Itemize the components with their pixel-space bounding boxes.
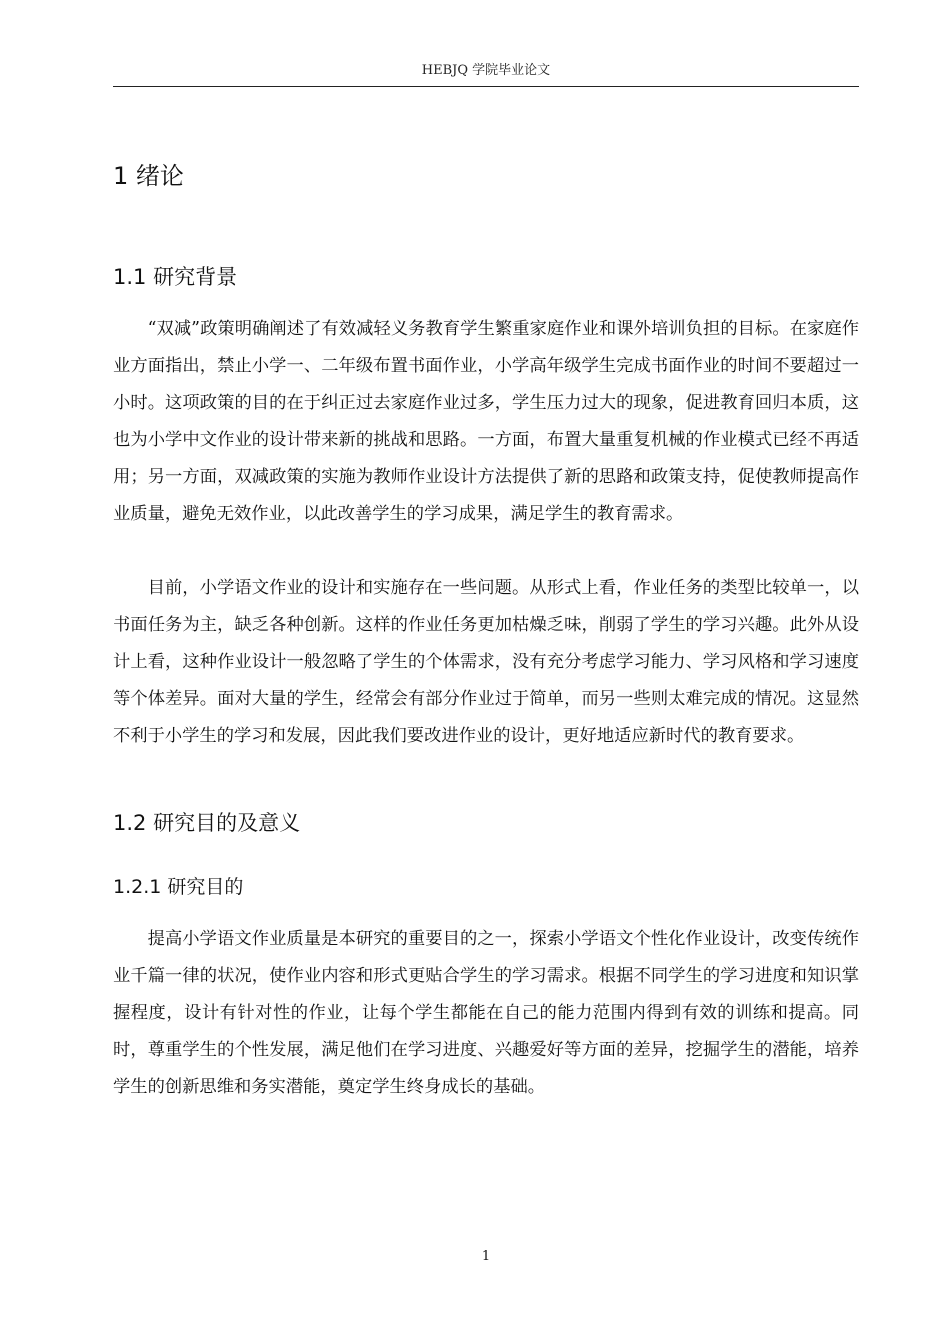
- header-divider: [113, 86, 859, 87]
- paragraph-purpose: 提高小学语文作业质量是本研究的重要目的之一，探索小学语文个性化作业设计，改变传统作业千篇一律的状况，使作业内容和形式更贴合学生的学习需求。根据不同学生的学习进度和知识掌握程度，设计有针对性的作业，让每个学生都能在自己的能力范围内得到有效的训练和提高。同时，尊重学生的个性发展，满足他们在学习进度、兴趣爱好等方面的差异，挖掘学生的潜能，培养学生的创新思维和务实潜能，奠定学生终身成长的基础。: [113, 929, 859, 1097]
- section-title-1-2: 1.2 研究目的及意义: [113, 811, 301, 835]
- page-number: 1: [481, 1249, 491, 1264]
- section-title-1-2-1: 1.2.1 研究目的: [113, 876, 244, 898]
- section-title-1-1: 1.1 研究背景: [113, 265, 238, 289]
- paragraph-background-2: 目前，小学语文作业的设计和实施存在一些问题。从形式上看，作业任务的类型比较单一，以书面任务为主，缺乏各种创新。这样的作业任务更加枯燥乏味，削弱了学生的学习兴趣。此外从设计上看，这种作业设计一般忽略了学生的个体需求，没有充分考虑学习能力、学习风格和学习速度等个体差异。面对大量的学生，经常会有部分作业过于简单，而另一些则太难完成的情况。这显然不利于小学生的学习和发展，因此我们要改进作业的设计，更好地适应新时代的教育要求。: [113, 578, 859, 746]
- chapter-title: 1 绪论: [113, 162, 184, 190]
- page-header: HEBJQ 学院毕业论文: [421, 63, 551, 78]
- paragraph-background-1: “双减”政策明确阐述了有效减轻义务教育学生繁重家庭作业和课外培训负担的目标。在家庭作业方面指出，禁止小学一、二年级布置书面作业，小学高年级学生完成书面作业的时间不要超过一小时。这项政策的目的在于纠正过去家庭作业过多，学生压力过大的现象，促进教育回归本质，这也为小学中文作业的设计带来新的挑战和思路。一方面，布置大量重复机械的作业模式已经不再适用；另一方面，双减政策的实施为教师作业设计方法提供了新的思路和政策支持，促使教师提高作业质量，避免无效作业，以此改善学生的学习成果，满足学生的教育需求。: [113, 319, 859, 524]
